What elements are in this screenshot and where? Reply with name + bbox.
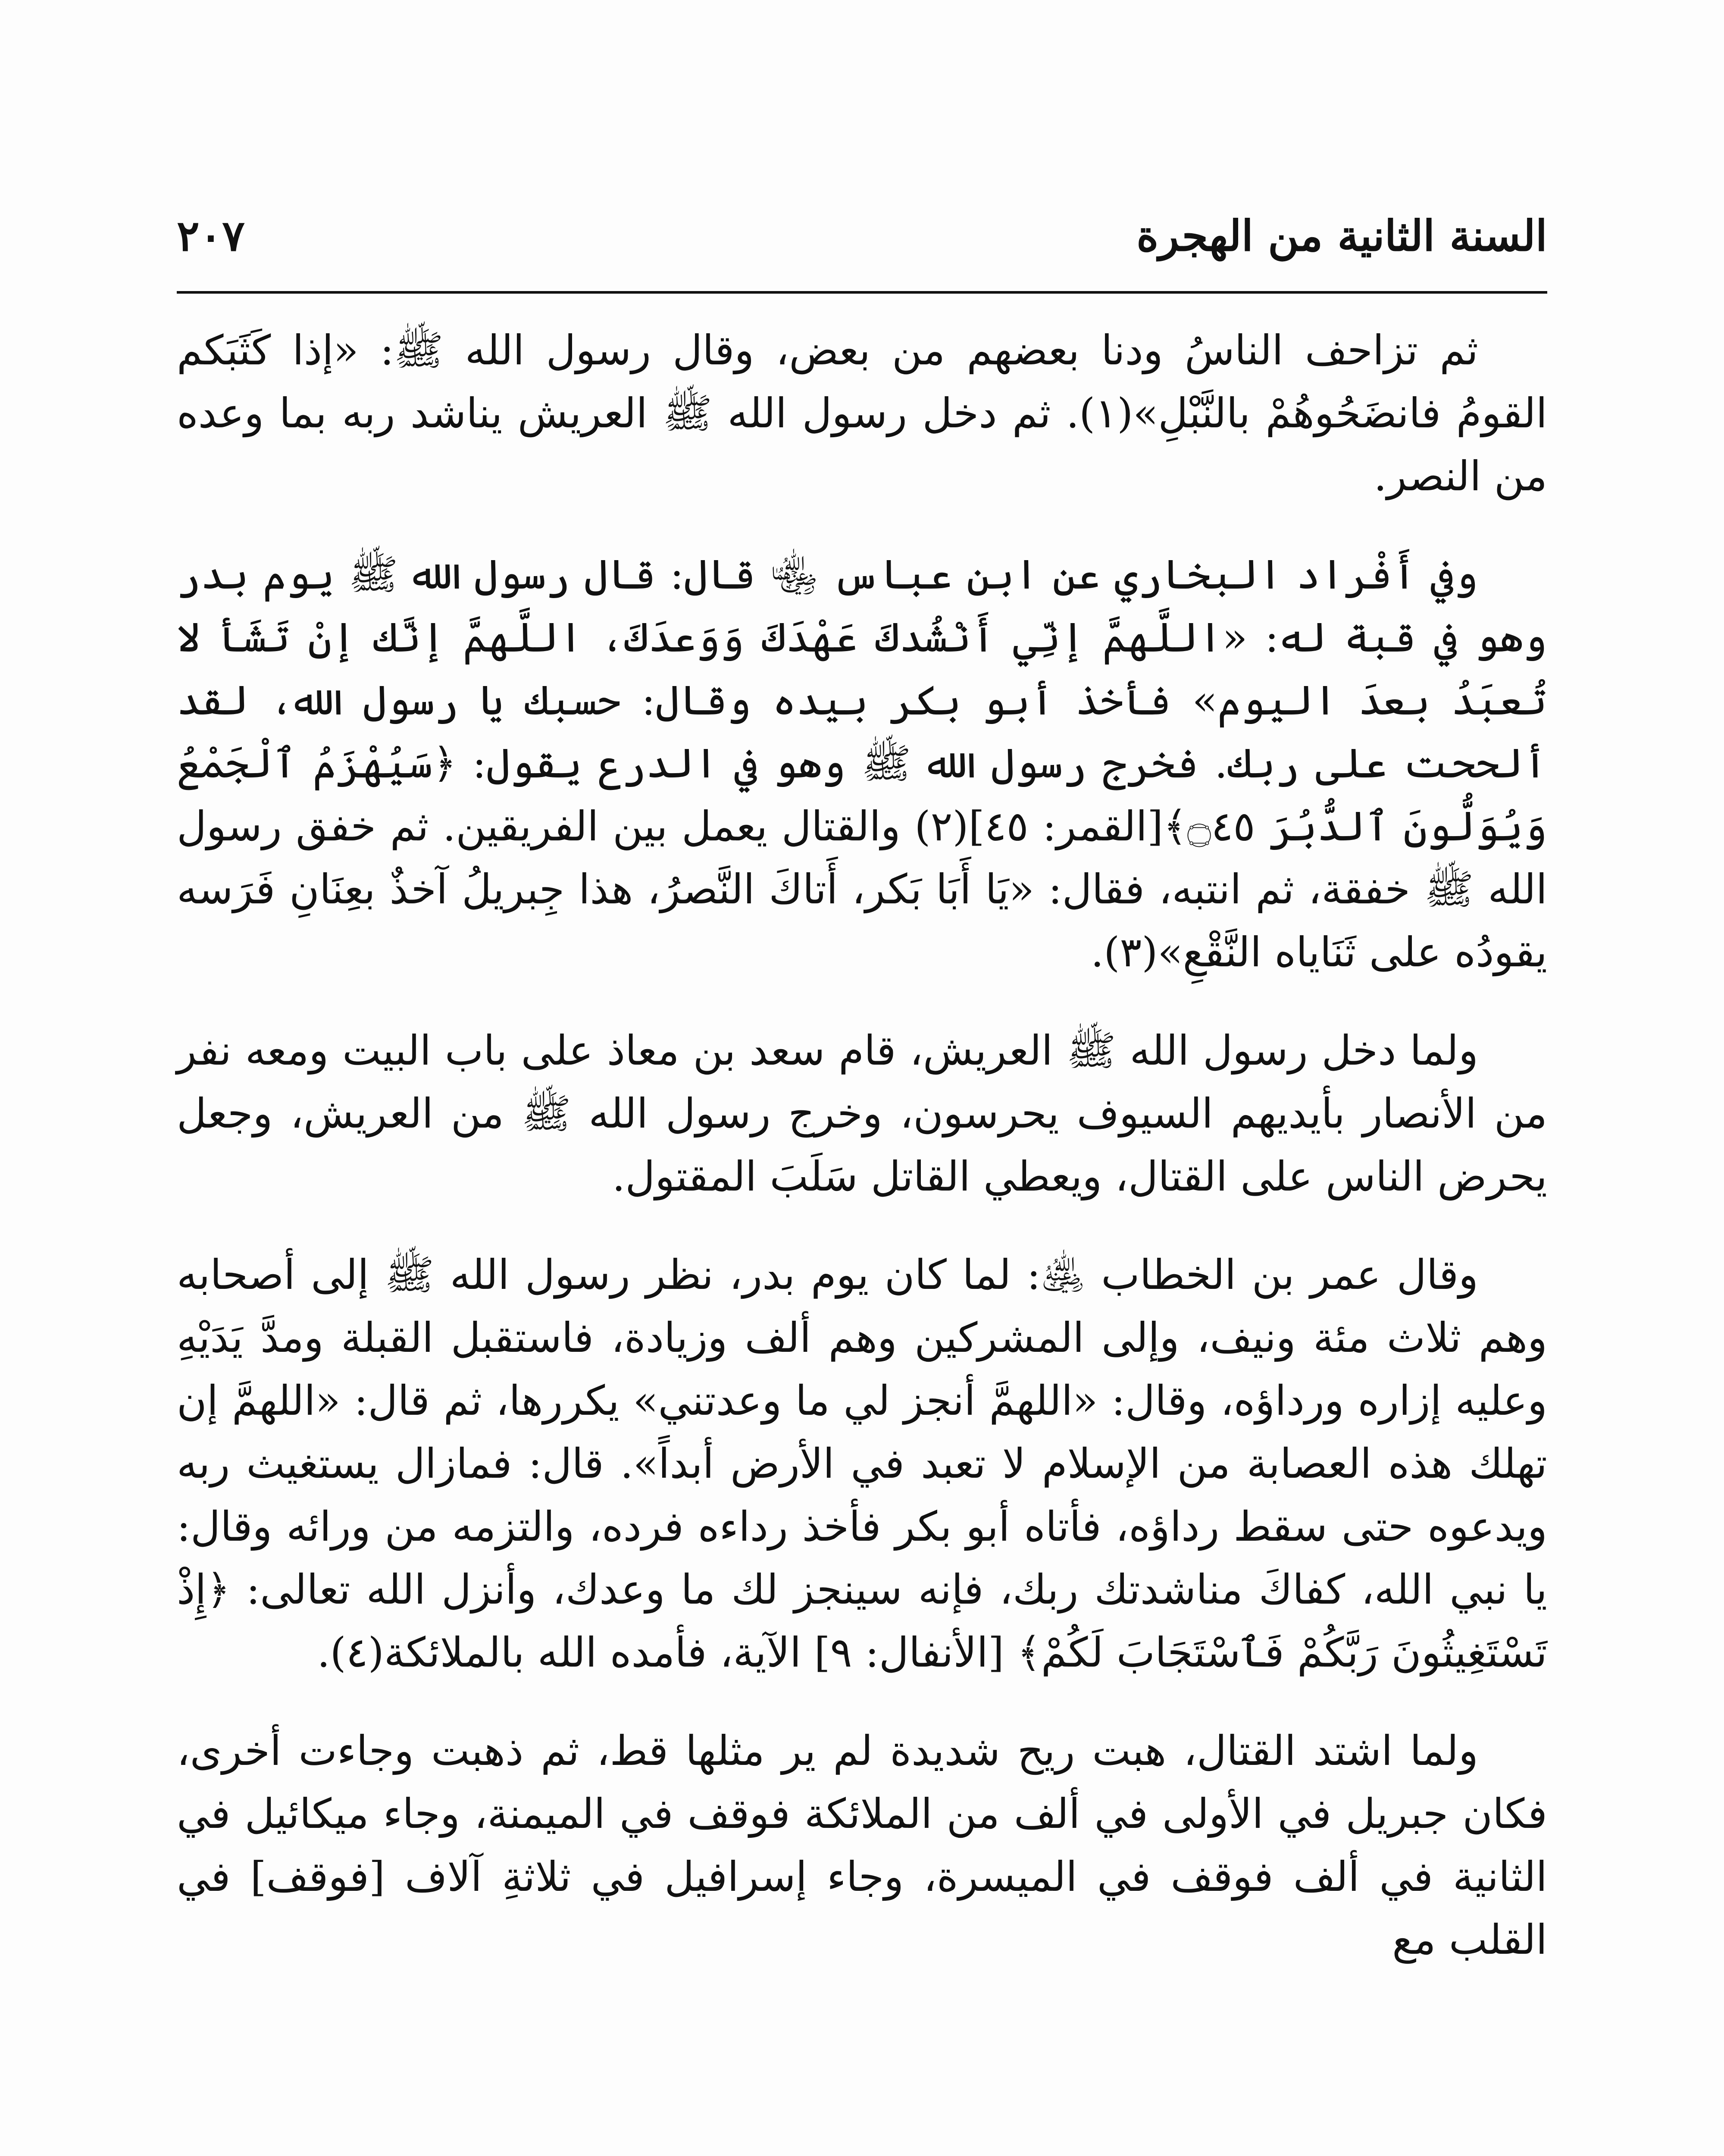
paragraph: ثم تزاحف الناسُ ودنا بعضهم من بعض، وقال رسول الله ﷺ: «إذا كَثَبَكم القومُ فانضَحُوهُمْ بالنَّبْلِ»(١). ثم دخل رسول الله ﷺ العريش يناشد ربه بما وعده من النصر. (177, 327, 1548, 500)
paragraph: وفي أَفْراد البخاري عن ابن عباس ﵄ قال: قال رسول الله ﷺ يوم بدر وهو في قبة له: «اللَّهمَّ إنِّي أَنْشُدكَ عَهْدَكَ وَوَعدَكَ، اللَّهمَّ إنَّك إنْ تَشَأ لا تُعبَدُ بعدَ اليوم» فأخذ أبو بكر بيده وقال: حسبك يا رسول الله، لقد ألححت على ربك. فخرج رسول الله ﷺ وهو في الدرع يقول: ﴿سَيُهْزَمُ ٱلْجَمْعُ وَيُوَلُّونَ ٱلدُّبُرَ ۝٤٥﴾[القمر: ٤٥](٢) والقتال يعمل بين الفريقين. ثم خفق رسول الله ﷺ خفقة، ثم انتبه، فقال: «يَا أَبَا بَكر، أَتاكَ النَّصرُ، هذا جِبريلُ آخذٌ بعِنَانِ فَرَسه يقودُه على ثَنَاياه النَّقْعِ»(٣). (177, 551, 1548, 976)
body-text (177, 319, 1547, 1971)
page-number: ٢٠٧ (177, 211, 245, 261)
paragraph: وقال عمر بن الخطاب ﵁: لما كان يوم بدر، نظر رسول الله ﷺ إلى أصحابه وهم ثلاث مئة ونيف، وإلى المشركين وهم ألف وزيادة، فاستقبل القبلة ومدَّ يَدَيْهِ وعليه إزاره ورداؤه، وقال: «اللهمَّ أنجز لي ما وعدتني» يكررها، ثم قال: «اللهمَّ إن تهلك هذه العصابة من الإسلام لا تعبد في الأرض أبداً». قال: فمازال يستغيث ربه ويدعوه حتى سقط رداؤه، فأتاه أبو بكر فأخذ رداءه فرده، والتزمه من ورائه وقال: يا نبي الله، كفاكَ مناشدتك ربك، فإنه سينجز لك ما وعدك، وأنزل الله تعالى: ﴿إِذْ تَسْتَغِيثُونَ رَبَّكُمْ فَٱسْتَجَابَ لَكُمْ﴾ [الأنفال: ٩] الآية، فأمده الله بالملائكة(٤). (177, 1251, 1547, 1677)
running-title: السنة الثانية من الهجرة (1136, 211, 1547, 261)
paragraph: ولما اشتد القتال، هبت ريح شديدة لم ير مثلها قط، ثم ذهبت وجاءت أخرى، فكان جبريل في الأولى في ألف من الملائكة فوقف في الميمنة، وجاء ميكائيل في الثانية في ألف فوقف في الميسرة، وجاء إسرافيل في ثلاثةِ آلاف [فوقف] في القلب مع (177, 1727, 1547, 1964)
paragraph: ولما دخل رسول الله ﷺ العريش، قام سعد بن معاذ على باب البيت ومعه نفر من الأنصار بأيديهم السيوف يحرسون، وخرج رسول الله ﷺ من العريش، وجعل يحرض الناس على القتال، ويعطي القاتل سَلَبَ المقتول. (177, 1027, 1547, 1200)
header-rule (177, 291, 1547, 294)
running-header (177, 203, 1547, 267)
